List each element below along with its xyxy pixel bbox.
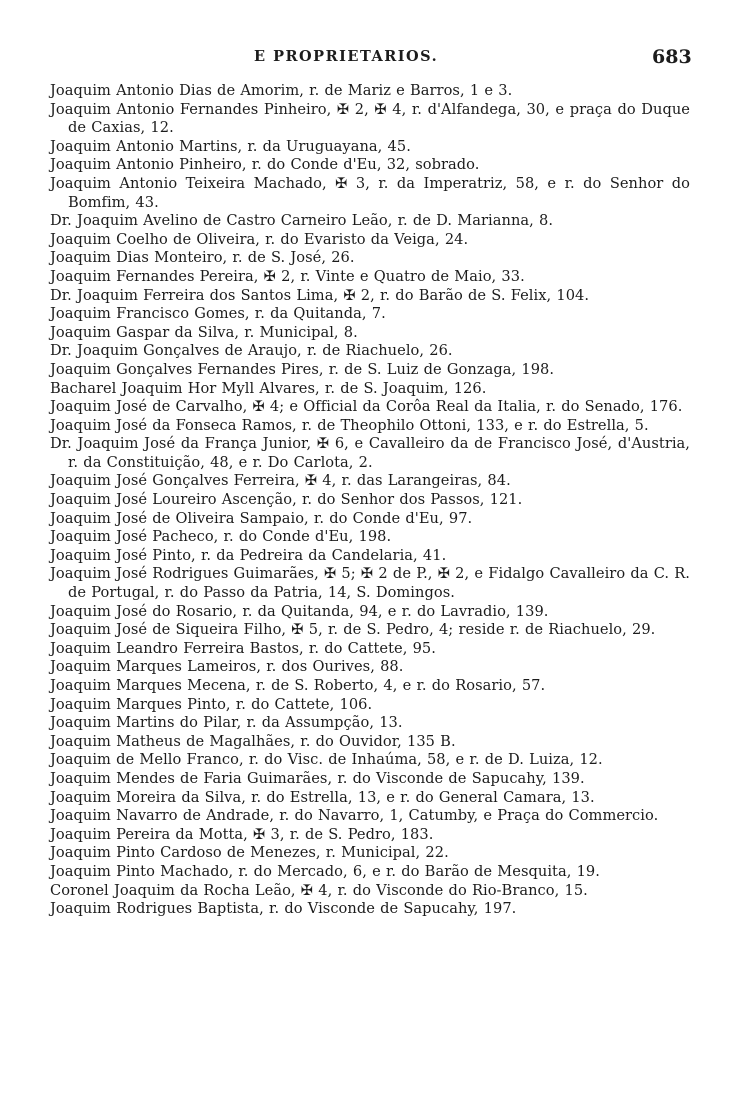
list-item: Dr. Joaquim Avelino de Castro Carneiro Leão, r. de D. Marianna, 8. xyxy=(50,212,554,230)
list-item: Joaquim Antonio Teixeira Machado, ✠ 3, r. da Imperatriz, 58, e r. do Senhor do Bomfim, 43. xyxy=(50,174,690,211)
list-item: Joaquim José Loureiro Ascenção, r. do Senhor dos Passos, 121. xyxy=(50,491,523,509)
list-item: Joaquim Antonio Pinheiro, r. do Conde d'Eu, 32, sobrado. xyxy=(50,156,480,174)
list-item: Joaquim Mendes de Faria Guimarães, r. do Visconde de Sapucahy, 139. xyxy=(50,769,585,787)
page-number: 683 xyxy=(652,46,692,68)
list-item: Joaquim Moreira da Silva, r. do Estrella, 13, e r. do General Camara, 13. xyxy=(50,788,595,806)
list-item: Joaquim de Mello Franco, r. do Visc. de Inhaúma, 58, e r. de D. Luiza, 12. xyxy=(50,751,603,769)
list-item: Joaquim José Pinto, r. da Pedreira da Candelaria, 41. xyxy=(50,546,447,564)
list-item: Joaquim José Gonçalves Ferreira, ✠ 4, r. das Larangeiras, 84. xyxy=(50,472,511,490)
list-item: Joaquim José de Siqueira Filho, ✠ 5, r. de S. Pedro, 4; reside r. de Riachuelo, 29. xyxy=(50,621,656,639)
list-item: Joaquim José de Carvalho, ✠ 4; e Official da Corôa Real da Italia, r. do Senado, 176. xyxy=(50,398,683,416)
list-item: Joaquim Marques Mecena, r. de S. Roberto, 4, e r. do Rosario, 57. xyxy=(50,677,546,694)
list-item: Dr. Joaquim Ferreira dos Santos Lima, ✠ 2, r. do Barão de S. Felix, 104. xyxy=(50,286,590,304)
list-item: Joaquim Pinto Cardoso de Menezes, r. Municipal, 22. xyxy=(50,844,449,862)
list-item: Joaquim Antonio Martins, r. da Uruguayana, 45. xyxy=(50,137,411,155)
list-item: Joaquim Pereira da Motta, ✠ 3, r. de S. Pedro, 183. xyxy=(50,825,434,843)
list-item: Joaquim José de Oliveira Sampaio, r. do Conde d'Eu, 97. xyxy=(50,509,473,527)
list-item: Joaquim Navarro de Andrade, r. do Navarro, 1, Catumby, e Praça do Commercio. xyxy=(50,807,659,825)
list-item: Joaquim Gaspar da Silva, r. Municipal, 8. xyxy=(50,323,358,341)
list-item: Joaquim Martins do Pilar, r. da Assumpção, 13. xyxy=(50,714,403,732)
list-item: Joaquim Marques Lameiros, r. dos Ourives, 88. xyxy=(50,658,404,676)
page-title: E PROPRIETARIOS. xyxy=(254,48,439,65)
list-item: Joaquim Antonio Fernandes Pinheiro, ✠ 2, ✠ 4, r. d'Alfandega, 30, e praça do Duque de Caxias, 12. xyxy=(50,100,690,137)
running-head xyxy=(0,48,747,72)
entry-list xyxy=(50,82,690,919)
list-item: Joaquim Gonçalves Fernandes Pires, r. de S. Luiz de Gonzaga, 198. xyxy=(50,360,555,378)
list-item: Bacharel Joaquim Hor Myll Alvares, r. de S. Joaquim, 126. xyxy=(50,379,487,397)
list-item: Joaquim José do Rosario, r. da Quitanda, 94, e r. do Lavradio, 139. xyxy=(50,602,549,620)
list-item: Joaquim José Rodrigues Guimarães, ✠ 5; ✠ 2 de P., ✠ 2, e Fidalgo Cavalleiro da C. R. de Portugal, r. do Passo da Patria, 14, S. Domingos. xyxy=(50,565,690,602)
list-item: Joaquim Fernandes Pereira, ✠ 2, r. Vinte e Quatro de Maio, 33. xyxy=(50,267,525,285)
list-item: Joaquim Dias Monteiro, r. de S. José, 26. xyxy=(50,249,355,267)
list-item: Dr. Joaquim José da França Junior, ✠ 6, e Cavalleiro da de Francisco José, d'Austria, r. da Constituição, 48, e r. Do Carlota, 2. xyxy=(50,435,690,471)
list-item: Joaquim Marques Pinto, r. do Cattete, 106. xyxy=(50,695,373,713)
list-item: Joaquim Rodrigues Baptista, r. do Visconde de Sapucahy, 197. xyxy=(50,900,517,918)
list-item: Joaquim Francisco Gomes, r. da Quitanda, 7. xyxy=(50,305,386,323)
list-item: Coronel Joaquim da Rocha Leão, ✠ 4, r. do Visconde do Rio-Branco, 15. xyxy=(50,881,588,899)
list-item: Joaquim Leandro Ferreira Bastos, r. do Cattete, 95. xyxy=(50,639,436,657)
list-item: Joaquim José Pacheco, r. do Conde d'Eu, 198. xyxy=(50,528,392,546)
list-item: Dr. Joaquim Gonçalves de Araujo, r. de Riachuelo, 26. xyxy=(50,342,453,360)
list-item: Joaquim Matheus de Magalhães, r. do Ouvidor, 135 B. xyxy=(50,732,456,750)
list-item: Joaquim Coelho de Oliveira, r. do Evaristo da Veiga, 24. xyxy=(50,230,469,248)
list-item: Joaquim José da Fonseca Ramos, r. de Theophilo Ottoni, 133, e r. do Estrella, 5. xyxy=(50,416,649,434)
list-item: Joaquim Antonio Dias de Amorim, r. de Mariz e Barros, 1 e 3. xyxy=(50,82,513,99)
list-item: Joaquim Pinto Machado, r. do Mercado, 6, e r. do Barão de Mesquita, 19. xyxy=(50,862,600,880)
